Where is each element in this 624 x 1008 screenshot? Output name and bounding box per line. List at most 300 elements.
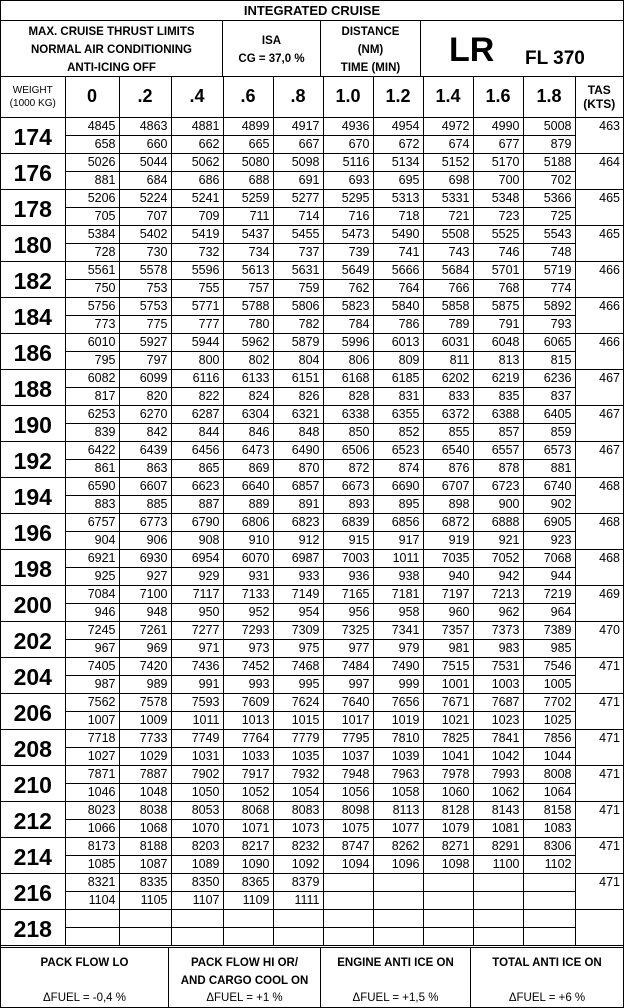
distance-value: 6872 [424, 514, 473, 532]
value-cell [323, 405, 373, 441]
time-value: 981 [448, 640, 470, 655]
tas-header-line: (KTS) [583, 96, 616, 111]
distance-value: 5719 [524, 262, 575, 280]
value-cell [323, 333, 373, 369]
distance-value: 4954 [374, 118, 423, 136]
value-cell [223, 837, 273, 873]
value-cell [373, 801, 423, 837]
header-isa-line: ISA [261, 35, 282, 47]
time-value: 1058 [391, 784, 420, 799]
footer-cell [471, 948, 623, 1008]
distance-value: 7515 [424, 658, 473, 676]
footer-label: TOTAL ANTI ICE ON [492, 957, 602, 969]
value-cell [473, 729, 523, 765]
value-cell [423, 153, 473, 189]
value-cell [323, 909, 373, 945]
value-cell [273, 909, 323, 945]
time-value: 1062 [491, 784, 520, 799]
value-cell [65, 585, 119, 621]
distance-value: 5631 [274, 262, 323, 280]
distance-value: 5455 [274, 226, 323, 244]
distance-value: 5875 [474, 298, 523, 316]
time-value: 950 [198, 604, 220, 619]
value-cell [119, 477, 171, 513]
table-row [1, 405, 623, 441]
time-value: 850 [348, 424, 370, 439]
time-value [524, 928, 575, 945]
distance-value: 7003 [324, 550, 373, 568]
distance-value: 6490 [274, 442, 323, 460]
value-cell [323, 801, 373, 837]
value-cell [523, 153, 575, 189]
value-cell [323, 729, 373, 765]
distance-value: 6253 [66, 406, 119, 424]
distance-value: 7856 [524, 730, 575, 748]
time-value [172, 928, 223, 945]
value-cell [223, 405, 273, 441]
value-cell [273, 729, 323, 765]
time-value: 870 [298, 460, 320, 475]
distance-value: 5879 [274, 334, 323, 352]
value-cell [223, 549, 273, 585]
value-cell [473, 765, 523, 801]
tas-cell: 469 [575, 585, 623, 621]
mode-label: LR [449, 31, 495, 69]
distance-value: 8335 [120, 874, 171, 892]
value-cell [273, 585, 323, 621]
distance-value: 6888 [474, 514, 523, 532]
value-cell [223, 693, 273, 729]
distance-value: 6082 [66, 370, 119, 388]
time-value: 705 [94, 208, 116, 223]
tas-cell: 471 [575, 657, 623, 693]
value-cell [523, 909, 575, 945]
value-cell [119, 261, 171, 297]
time-value: 973 [248, 640, 270, 655]
distance-value: 5331 [424, 190, 473, 208]
value-cell [373, 657, 423, 693]
distance-value: 5026 [66, 154, 119, 172]
distance-value: 5080 [224, 154, 273, 172]
distance-value: 8128 [424, 802, 473, 820]
time-value: 960 [448, 604, 470, 619]
time-value: 889 [248, 496, 270, 511]
value-cell [473, 261, 523, 297]
time-value: 902 [550, 496, 572, 511]
value-cell [523, 189, 575, 225]
value-cell [65, 657, 119, 693]
distance-value: 7795 [324, 730, 373, 748]
value-cell [119, 873, 171, 909]
distance-value: 6031 [424, 334, 473, 352]
flight-level-label: FL 370 [525, 48, 585, 69]
distance-value: 7490 [374, 658, 423, 676]
time-value: 820 [146, 388, 168, 403]
value-cell [323, 693, 373, 729]
time-value: 732 [198, 244, 220, 259]
time-value: 1046 [87, 784, 116, 799]
distance-value: 8038 [120, 802, 171, 820]
distance-value: 5701 [474, 262, 523, 280]
time-value: 813 [498, 352, 520, 367]
time-value: 933 [298, 568, 320, 583]
weight-cell: 198 [1, 549, 65, 585]
time-value: 874 [398, 460, 420, 475]
distance-value [374, 910, 423, 928]
value-cell [373, 225, 423, 261]
distance-value: 5098 [274, 154, 323, 172]
distance-value: 8306 [524, 838, 575, 856]
weight-cell: 218 [1, 909, 65, 945]
value-cell [273, 765, 323, 801]
distance-value: 6236 [524, 370, 575, 388]
header-cg-line: CG = 37,0 % [238, 53, 305, 65]
value-cell [373, 441, 423, 477]
header-limits [1, 21, 223, 77]
time-value: 766 [448, 280, 470, 295]
time-value: 1094 [341, 856, 370, 871]
value-cell [273, 261, 323, 297]
value-cell [373, 513, 423, 549]
time-value: 846 [248, 424, 270, 439]
value-cell [119, 441, 171, 477]
time-value: 863 [146, 460, 168, 475]
value-cell [273, 441, 323, 477]
time-value [374, 892, 423, 909]
distance-value: 7702 [524, 694, 575, 712]
time-value: 1089 [191, 856, 220, 871]
distance-value [424, 874, 473, 892]
distance-value: 7656 [374, 694, 423, 712]
distance-value [224, 910, 273, 928]
table-row [1, 153, 623, 189]
weight-cell: 178 [1, 189, 65, 225]
distance-value: 7293 [224, 622, 273, 640]
weight-cell: 184 [1, 297, 65, 333]
distance-value: 7219 [524, 586, 575, 604]
value-cell [323, 117, 373, 153]
value-cell [473, 477, 523, 513]
value-cell [523, 369, 575, 405]
distance-value: 6690 [374, 478, 423, 496]
value-cell [323, 189, 373, 225]
value-cell [119, 225, 171, 261]
tas-column-header [575, 77, 623, 117]
weight-column-header [1, 77, 65, 117]
value-cell [223, 189, 273, 225]
distance-value: 5944 [172, 334, 223, 352]
distance-value: 6065 [524, 334, 575, 352]
distance-value: 7197 [424, 586, 473, 604]
value-cell [273, 297, 323, 333]
time-value [424, 928, 473, 945]
time-value: 793 [550, 316, 572, 331]
time-value: 1100 [492, 856, 520, 871]
distance-value: 8262 [374, 838, 423, 856]
distance-value: 7932 [274, 766, 323, 784]
time-value: 688 [248, 172, 270, 187]
time-value: 700 [498, 172, 520, 187]
value-cell [423, 297, 473, 333]
table-row [1, 225, 623, 261]
value-cell [65, 873, 119, 909]
time-value: 809 [398, 352, 420, 367]
time-value: 1068 [139, 820, 168, 835]
time-value: 695 [398, 172, 420, 187]
distance-step-header: .2 [119, 77, 171, 117]
value-cell [473, 909, 523, 945]
time-value: 1005 [543, 676, 572, 691]
distance-value [524, 910, 575, 928]
time-value: 718 [398, 208, 420, 223]
time-value: 670 [348, 136, 370, 151]
value-cell [65, 549, 119, 585]
time-value: 831 [398, 388, 420, 403]
distance-value: 5927 [120, 334, 171, 352]
value-cell [65, 477, 119, 513]
time-value: 1015 [291, 712, 320, 727]
table-row [1, 333, 623, 369]
value-cell [223, 333, 273, 369]
time-value: 723 [498, 208, 520, 223]
time-value [374, 928, 423, 945]
value-cell [423, 405, 473, 441]
value-cell [473, 153, 523, 189]
distance-value: 7718 [66, 730, 119, 748]
value-cell [323, 585, 373, 621]
value-cell [119, 585, 171, 621]
time-value: 672 [398, 136, 420, 151]
distance-value: 8747 [324, 838, 373, 856]
distance-value: 1011 [374, 550, 423, 568]
weight-cell: 174 [1, 117, 65, 153]
distance-value: 7733 [120, 730, 171, 748]
distance-value: 7749 [172, 730, 223, 748]
distance-value: 8203 [172, 838, 223, 856]
value-cell [523, 441, 575, 477]
distance-value: 7213 [474, 586, 523, 604]
distance-value: 7309 [274, 622, 323, 640]
value-cell [223, 441, 273, 477]
time-value: 711 [249, 208, 270, 223]
distance-value: 7578 [120, 694, 171, 712]
distance-value: 8143 [474, 802, 523, 820]
time-value: 1025 [543, 712, 572, 727]
footer-delta: ΔFUEL = -0,4 % [43, 992, 126, 1004]
time-value: 1001 [441, 676, 470, 691]
time-value: 658 [94, 136, 116, 151]
time-value: 1044 [543, 748, 572, 763]
table-row [1, 369, 623, 405]
value-cell [523, 297, 575, 333]
distance-value [474, 910, 523, 928]
time-value: 734 [248, 244, 270, 259]
value-cell [473, 117, 523, 153]
distance-value: 7871 [66, 766, 119, 784]
value-cell [473, 333, 523, 369]
time-value: 975 [298, 640, 320, 655]
value-cell [223, 621, 273, 657]
time-value [324, 928, 373, 945]
time-value: 878 [498, 460, 520, 475]
time-value: 764 [398, 280, 420, 295]
value-cell [523, 477, 575, 513]
value-cell [273, 153, 323, 189]
time-value [474, 892, 523, 909]
time-value: 839 [94, 424, 116, 439]
time-value: 971 [198, 640, 220, 655]
value-cell [323, 549, 373, 585]
value-cell [273, 657, 323, 693]
time-value: 919 [448, 532, 470, 547]
value-cell [373, 549, 423, 585]
value-cell [323, 441, 373, 477]
time-value: 739 [348, 244, 370, 259]
distance-value: 7810 [374, 730, 423, 748]
time-value: 750 [94, 280, 116, 295]
weight-cell: 188 [1, 369, 65, 405]
distance-value: 8008 [524, 766, 575, 784]
value-cell [273, 117, 323, 153]
time-value: 904 [94, 532, 116, 547]
value-cell [423, 549, 473, 585]
distance-value: 7100 [120, 586, 171, 604]
value-cell [523, 333, 575, 369]
time-value: 906 [146, 532, 168, 547]
value-cell [119, 153, 171, 189]
value-cell [323, 513, 373, 549]
distance-value: 6372 [424, 406, 473, 424]
time-value: 757 [248, 280, 270, 295]
time-value: 925 [94, 568, 116, 583]
header-distance-line: DISTANCE [341, 26, 400, 38]
value-cell [119, 405, 171, 441]
time-value: 1077 [391, 820, 420, 835]
time-value [120, 928, 171, 945]
value-cell [273, 549, 323, 585]
time-value: 707 [146, 208, 168, 223]
time-value: 1081 [491, 820, 520, 835]
distance-value: 7052 [474, 550, 523, 568]
value-cell [171, 657, 223, 693]
weight-cell: 194 [1, 477, 65, 513]
value-cell [171, 693, 223, 729]
value-cell [119, 549, 171, 585]
value-cell [373, 405, 423, 441]
distance-value: 7420 [120, 658, 171, 676]
value-cell [373, 333, 423, 369]
time-value [274, 928, 323, 945]
value-cell [65, 189, 119, 225]
time-value: 1041 [441, 748, 470, 763]
time-value: 762 [348, 280, 370, 295]
distance-step-header: 0 [65, 77, 119, 117]
value-cell [171, 297, 223, 333]
distance-value: 7841 [474, 730, 523, 748]
value-cell [119, 657, 171, 693]
time-value: 786 [398, 316, 420, 331]
time-value: 1073 [291, 820, 320, 835]
time-value: 693 [348, 172, 370, 187]
weight-cell: 180 [1, 225, 65, 261]
value-cell [119, 837, 171, 873]
time-value: 848 [298, 424, 320, 439]
distance-value: 6673 [324, 478, 373, 496]
value-cell [323, 873, 373, 909]
value-cell [473, 837, 523, 873]
value-cell [65, 693, 119, 729]
table-row [1, 837, 623, 873]
value-cell [323, 657, 373, 693]
value-cell [373, 585, 423, 621]
distance-value: 5561 [66, 262, 119, 280]
distance-value: 8023 [66, 802, 119, 820]
value-cell [273, 189, 323, 225]
distance-value: 7452 [224, 658, 273, 676]
time-value: 1090 [241, 856, 270, 871]
value-cell [373, 873, 423, 909]
distance-value [524, 874, 575, 892]
value-cell [171, 801, 223, 837]
distance-value: 7902 [172, 766, 223, 784]
value-cell [323, 477, 373, 513]
time-value: 1070 [191, 820, 220, 835]
time-value: 684 [146, 172, 168, 187]
time-value: 1048 [139, 784, 168, 799]
time-value: 826 [298, 388, 320, 403]
distance-value: 6806 [224, 514, 273, 532]
value-cell [273, 225, 323, 261]
value-cell [65, 621, 119, 657]
time-value: 946 [94, 604, 116, 619]
distance-value: 7562 [66, 694, 119, 712]
time-value: 837 [550, 388, 572, 403]
time-value: 789 [448, 316, 470, 331]
tas-cell: 471 [575, 801, 623, 837]
value-cell [223, 477, 273, 513]
distance-value: 5823 [324, 298, 373, 316]
weight-cell: 212 [1, 801, 65, 837]
distance-value: 8321 [66, 874, 119, 892]
value-cell [171, 909, 223, 945]
value-cell [473, 369, 523, 405]
time-value: 944 [550, 568, 572, 583]
time-value: 931 [248, 568, 270, 583]
value-cell [523, 585, 575, 621]
time-value: 964 [550, 604, 572, 619]
time-value: 815 [550, 352, 572, 367]
time-value: 782 [298, 316, 320, 331]
distance-step-header: 1.0 [323, 77, 373, 117]
distance-value: 6338 [324, 406, 373, 424]
value-cell [523, 225, 575, 261]
distance-value: 6287 [172, 406, 223, 424]
value-cell [473, 225, 523, 261]
table-row [1, 477, 623, 513]
distance-value: 7993 [474, 766, 523, 784]
table-row [1, 657, 623, 693]
value-cell [273, 405, 323, 441]
distance-value: 5188 [524, 154, 575, 172]
time-value: 709 [198, 208, 220, 223]
value-cell [65, 333, 119, 369]
distance-value [172, 910, 223, 928]
value-cell [119, 297, 171, 333]
distance-value: 4881 [172, 118, 223, 136]
value-cell [171, 405, 223, 441]
distance-value: 7978 [424, 766, 473, 784]
time-value: 857 [498, 424, 520, 439]
